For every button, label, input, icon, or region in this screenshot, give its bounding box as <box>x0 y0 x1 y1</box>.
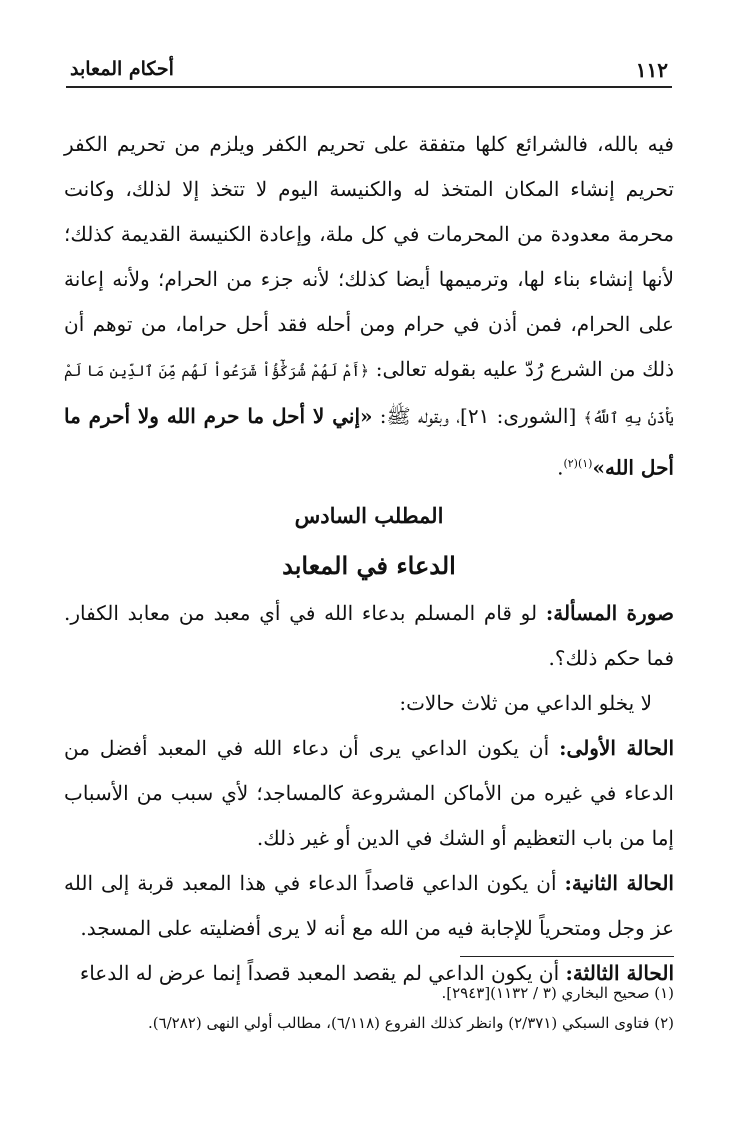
quran-verse: ﴿أَمْ لَهُمْ شُرَكَٰٓؤُاْ شَرَعُواْ لَهُم مِّنَ ٱلدِّينِ مَا لَمْ يَأْذَنۢ بِهِ ٱللَّهُ﴾ <box>64 362 675 427</box>
quran-reference: [الشورى: ٢١]، <box>456 404 577 428</box>
paragraph-1 <box>64 122 674 491</box>
text-line: إنشاء المكان المتخذ له والكنيسة اليوم لا تتخذ إلا لذلك، وكانت محرمة معدودة <box>64 177 675 246</box>
case-2 <box>64 861 674 951</box>
case-3-lead: الحالة الثالثة: <box>565 960 674 985</box>
section-heading: المطلب السادس <box>294 502 444 528</box>
text-line: في غيره من الأماكن المشروعة كالمساجد؛ لأي سبب من الأسباب إما من باب <box>64 780 674 850</box>
sentence-end: . <box>557 455 564 480</box>
page-number: ١١٢ <box>635 58 668 82</box>
page-header <box>66 56 672 88</box>
footnote-2: (٢) فتاوى السبكي (٢/٣٧١) وانظر كذلك الفروع (٦/١١٨)، مطالب أولي النهى (٦/٢٨٢). <box>147 1014 674 1032</box>
text-line: وترميمها أيضا كذلك؛ لأنه جزء من الحرام؛ ولأنه إعانة على الحرام، فمن أذن <box>64 267 674 336</box>
running-title: أحكام المعابد <box>70 58 174 80</box>
text-line: تعالى: <box>375 357 427 381</box>
footnote-1: (١) صحيح البخاري (٣ / ١١٣٢)[٢٩٤٣]. <box>441 984 674 1002</box>
text-line: في حرام ومن أحله فقد أحل حراما، من توهم أن ذلك من الشرع رُدّ عليه بقوله <box>64 312 675 381</box>
case-1-lead: الحالة الأولى: <box>559 735 674 760</box>
case-2-lead: الحالة الثانية: <box>564 870 674 895</box>
text-line: التعظيم أو الشك في الدين أو غير ذلك. <box>256 825 577 850</box>
footnote-markers: (١)(٢) <box>563 457 593 470</box>
text-line: أن يكون الداعي لم يقصد المعبد قصداً إنما عرض له الدعاء <box>79 960 560 985</box>
text-line: لو قام المسلم بدعاء الله في أي معبد من معابد الكفار. فما <box>64 600 674 670</box>
main-text <box>64 122 674 996</box>
case-1 <box>64 726 674 861</box>
text-line: حكم ذلك؟. <box>548 645 641 670</box>
text-line: وجل ومتحرياً للإجابة فيه من الله مع أنه لا يرى أفضليته على المسجد. <box>80 915 645 940</box>
question-paragraph <box>64 591 674 681</box>
section-title: الدعاء في المعابد <box>282 550 456 580</box>
text-line: فيه بالله، فالشرائع كلها متفقة على تحريم الكفر ويلزم من تحريم الكفر تحريم <box>64 132 674 201</box>
intro-line: لا يخلو الداعي من ثلاث حالات: <box>399 690 652 715</box>
text-line: وبقوله ﷺ: <box>379 404 449 428</box>
question-lead: صورة المسألة: <box>545 600 675 625</box>
footnote-divider <box>460 956 674 957</box>
text-line: أن يكون الداعي قاصداً الدعاء في هذا المعبد قربة إلى الله عز <box>64 870 674 940</box>
hadith-quote: «إني لا أحل ما حرم الله ولا أحرم ما أحل الله» <box>64 404 674 480</box>
text-line: من المحرمات في كل ملة، وإعادة الكنيسة القديمة كذلك؛ لأنها إنشاء بناء لها، <box>64 222 675 291</box>
footnotes <box>64 960 674 1038</box>
text-line: أن يكون الداعي يرى أن دعاء الله في المعبد أفضل من الدعاء <box>64 735 674 805</box>
